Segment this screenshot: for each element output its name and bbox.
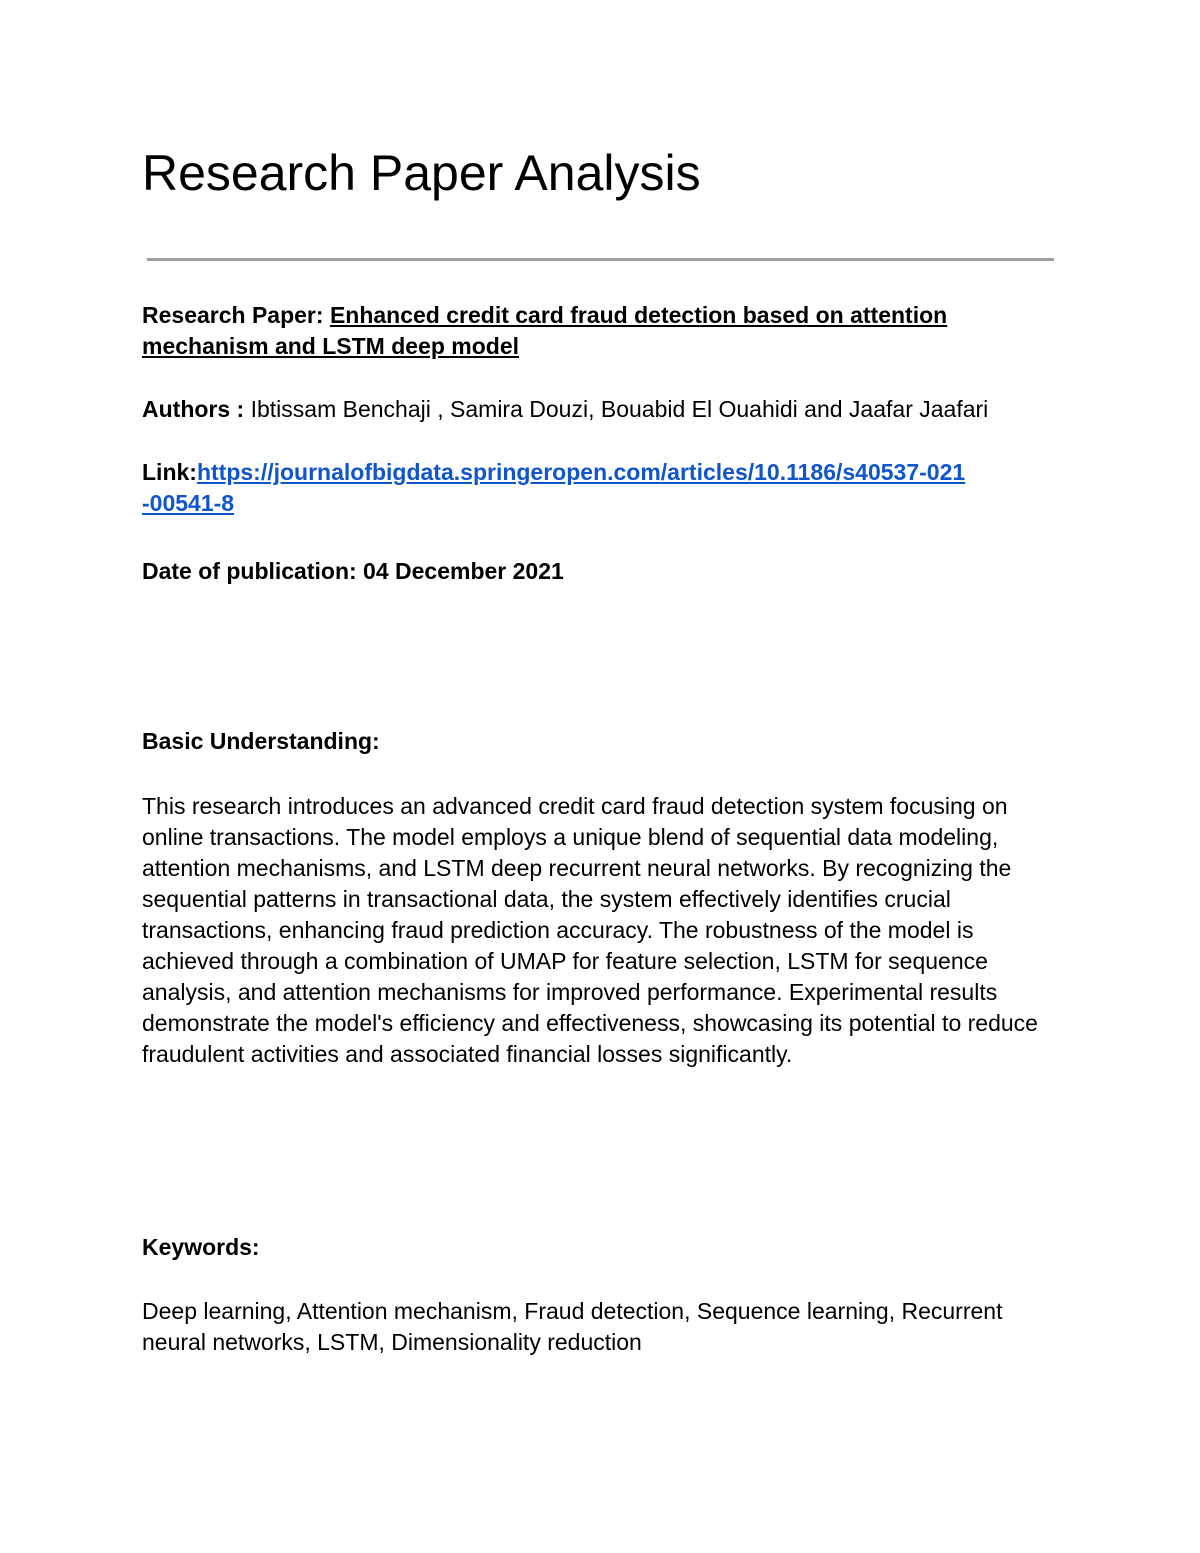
research-paper-title-line1: Enhanced credit card fraud detection based on attention — [329, 302, 948, 328]
link-block — [142, 457, 1072, 519]
body-line: analysis, and attention mechanisms for improved performance. Experimental results — [142, 979, 998, 1005]
paper-link-line2[interactable]: -00541-8 — [142, 490, 235, 516]
body-line: transactions, enhancing fraud prediction accuracy. The robustness of the model is — [142, 917, 974, 943]
body-line: This research introduces an advanced credit card fraud detection system focusing on — [142, 793, 1008, 819]
body-line: fraudulent activities and associated financial losses significantly. — [142, 1041, 793, 1067]
keywords-line: neural networks, LSTM, Dimensionality reduction — [142, 1329, 642, 1355]
keywords-heading: Keywords: — [142, 1234, 260, 1260]
paper-link-line1[interactable]: https://journalofbigdata.springeropen.com/articles/10.1186/s40537-021 — [196, 459, 966, 485]
horizontal-divider — [147, 258, 1054, 261]
keywords-body — [142, 1296, 1072, 1358]
authors-block — [142, 394, 1072, 425]
link-label: Link: — [142, 459, 197, 485]
authors-label: Authors : — [142, 396, 245, 422]
body-line: attention mechanisms, and LSTM deep recurrent neural networks. By recognizing the — [142, 855, 1012, 881]
page-title: Research Paper Analysis — [142, 145, 701, 201]
basic-understanding-heading: Basic Understanding: — [142, 728, 380, 754]
body-line: demonstrate the model's efficiency and effectiveness, showcasing its potential to reduce — [142, 1010, 1038, 1036]
publication-date: Date of publication: 04 December 2021 — [142, 558, 564, 584]
keywords-line: Deep learning, Attention mechanism, Fraud detection, Sequence learning, Recurrent — [142, 1298, 1003, 1324]
research-paper-label: Research Paper: — [142, 302, 324, 328]
authors-value: Ibtissam Benchaji , Samira Douzi, Bouabid El Ouahidi and Jaafar Jaafari — [244, 396, 989, 422]
basic-understanding-body — [142, 791, 1072, 1070]
research-paper-title-line2: mechanism and LSTM deep model — [142, 333, 520, 359]
body-line: sequential patterns in transactional data, the system effectively identifies crucial — [142, 886, 951, 912]
body-line: online transactions. The model employs a unique blend of sequential data modeling, — [142, 824, 999, 850]
research-paper-block — [142, 300, 1072, 362]
body-line: achieved through a combination of UMAP for feature selection, LSTM for sequence — [142, 948, 988, 974]
